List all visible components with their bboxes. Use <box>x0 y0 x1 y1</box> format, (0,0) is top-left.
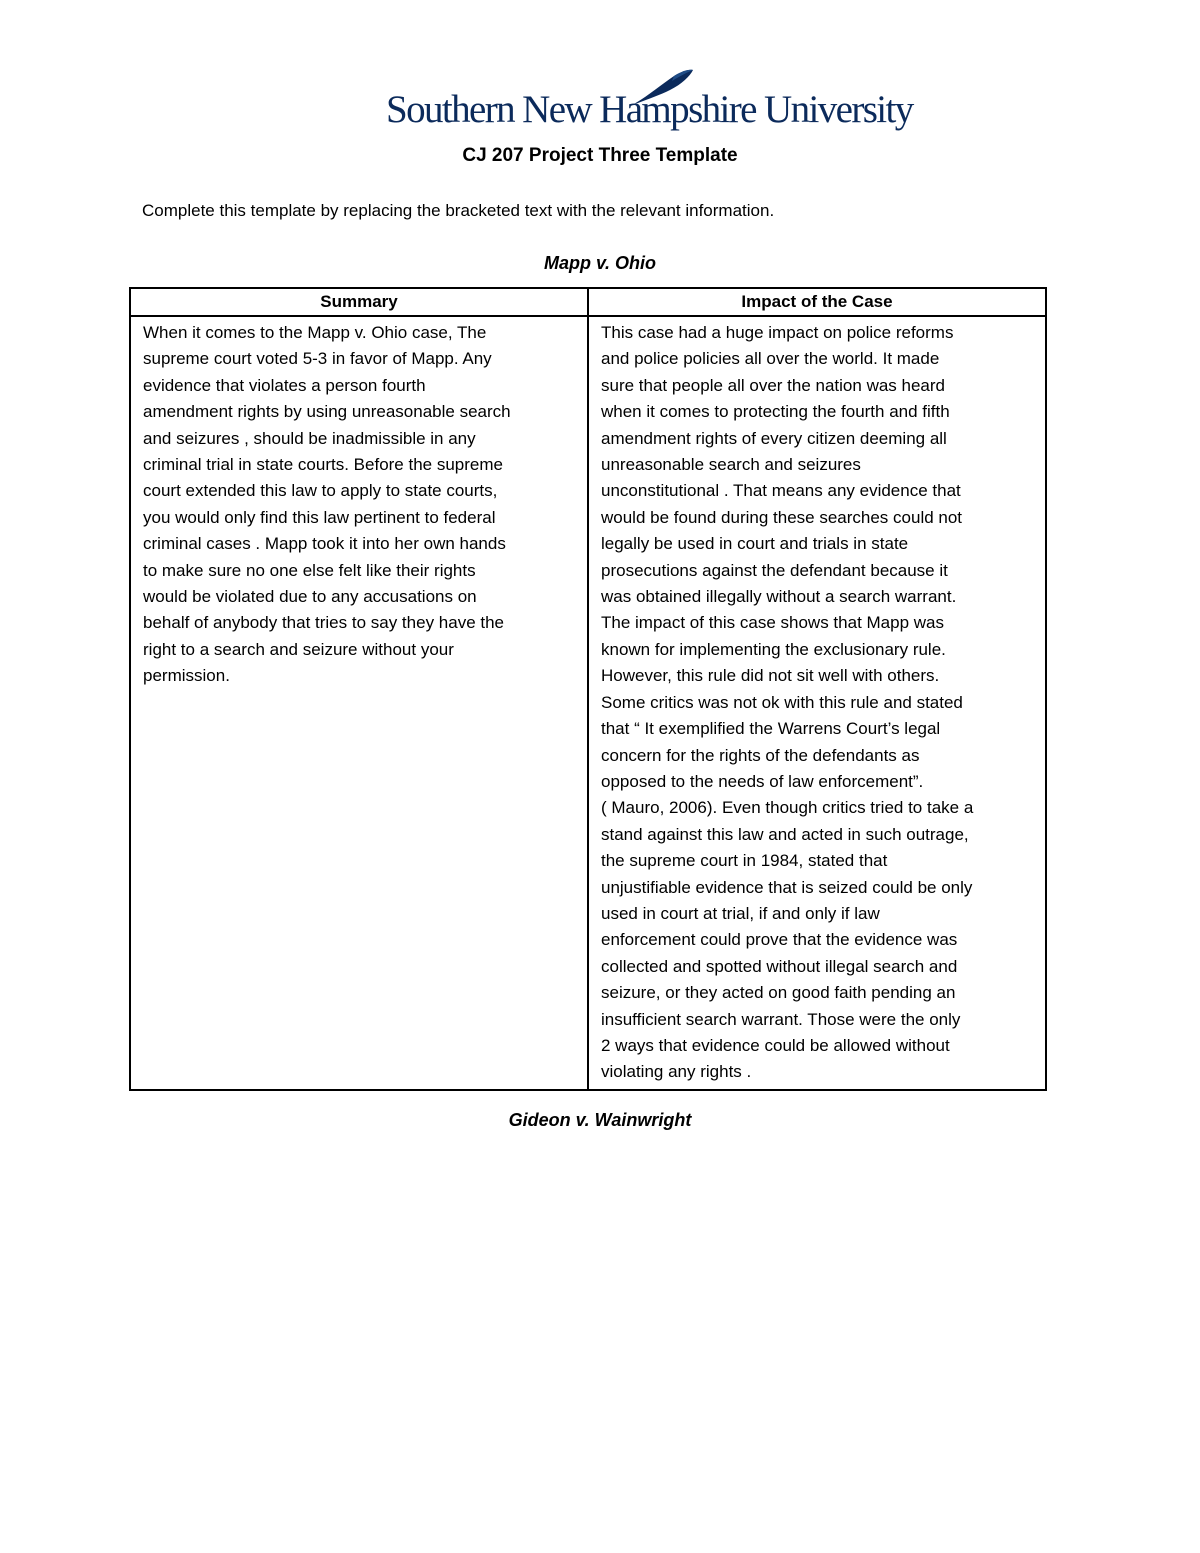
summary-line: evidence that violates a person fourth <box>143 375 426 395</box>
table-header-row <box>130 288 1046 316</box>
impact-line: and police policies all over the world. It made <box>601 349 940 369</box>
summary-line: would be violated due to any accusations on <box>143 587 477 607</box>
column-header-summary: Summary <box>130 288 588 316</box>
impact-line: stand against this law and acted in such outrage, <box>601 824 969 844</box>
summary-line: right to a search and seizure without your <box>143 639 454 659</box>
impact-line: This case had a huge impact on police reforms <box>601 323 954 342</box>
impact-line: enforcement could prove that the evidence was <box>601 930 958 950</box>
impact-line: sure that people all over the nation was heard <box>601 375 946 395</box>
summary-line: permission. <box>143 666 230 686</box>
impact-line: violating any rights . <box>601 1062 752 1082</box>
impact-cell <box>588 316 1046 1090</box>
summary-line: to make sure no one else felt like their rights <box>143 560 476 580</box>
summary-line: supreme court voted 5-3 in favor of Mapp. Any <box>143 349 492 369</box>
impact-line: 2 ways that evidence could be allowed without <box>601 1035 950 1055</box>
impact-line: unconstitutional . That means any evidence that <box>601 481 961 501</box>
impact-line: However, this rule did not sit well with others. <box>601 666 940 686</box>
document-title: CJ 207 Project Three Template <box>462 145 738 166</box>
university-logo <box>386 66 913 138</box>
impact-line: prosecutions against the defendant because it <box>601 560 948 580</box>
summary-line: criminal cases . Mapp took it into her own hands <box>143 534 506 554</box>
impact-line: known for implementing the exclusionary rule. <box>601 639 946 659</box>
impact-line: legally be used in court and trials in state <box>601 534 909 554</box>
summary-line: amendment rights by using unreasonable search <box>143 402 511 422</box>
logo-wordmark: Southern New Hampshire University <box>386 88 913 131</box>
impact-line: used in court at trial, if and only if law <box>601 903 880 923</box>
impact-line: collected and spotted without illegal search and <box>601 956 958 976</box>
summary-line: criminal trial in state courts. Before the supreme <box>143 455 503 475</box>
impact-line: would be found during these searches could not <box>601 507 963 527</box>
case-heading-gideon: Gideon v. Wainwright <box>508 1110 692 1130</box>
summary-line: and seizures , should be inadmissible in any <box>143 428 476 448</box>
impact-line: concern for the rights of the defendants as <box>601 745 920 765</box>
summary-line: you would only find this law pertinent to federal <box>143 507 496 527</box>
impact-line: opposed to the needs of law enforcement”. <box>601 771 924 791</box>
summary-line: When it comes to the Mapp v. Ohio case, The <box>143 323 487 342</box>
impact-line: amendment rights of every citizen deeming all <box>601 428 947 448</box>
instructions-text: Complete this template by replacing the bracketed text with the relevant information. <box>142 201 775 220</box>
impact-line: ( Mauro, 2006). Even though critics tried to take a <box>601 798 974 818</box>
impact-line: insufficient search warrant. Those were the only <box>601 1009 961 1029</box>
summary-line: behalf of anybody that tries to say they have the <box>143 613 505 633</box>
impact-line: that “ It exemplified the Warrens Court’s legal <box>601 719 941 739</box>
impact-line: unjustifiable evidence that is seized could be only <box>601 877 973 897</box>
impact-line: the supreme court in 1984, stated that <box>601 851 888 871</box>
impact-line: seizure, or they acted on good faith pending an <box>601 983 956 1003</box>
case-heading-mapp: Mapp v. Ohio <box>543 253 656 273</box>
impact-line: unreasonable search and seizures <box>601 455 861 475</box>
column-header-impact: Impact of the Case <box>588 288 1046 316</box>
summary-line: court extended this law to apply to state courts, <box>143 481 498 501</box>
case-table <box>129 287 1047 1091</box>
table-row <box>130 316 1046 1090</box>
summary-cell <box>130 316 588 1090</box>
impact-line: when it comes to protecting the fourth and fifth <box>601 402 950 422</box>
impact-line: was obtained illegally without a search warrant. <box>601 587 957 607</box>
impact-line: Some critics was not ok with this rule and stated <box>601 692 963 712</box>
impact-line: The impact of this case shows that Mapp was <box>601 613 944 633</box>
